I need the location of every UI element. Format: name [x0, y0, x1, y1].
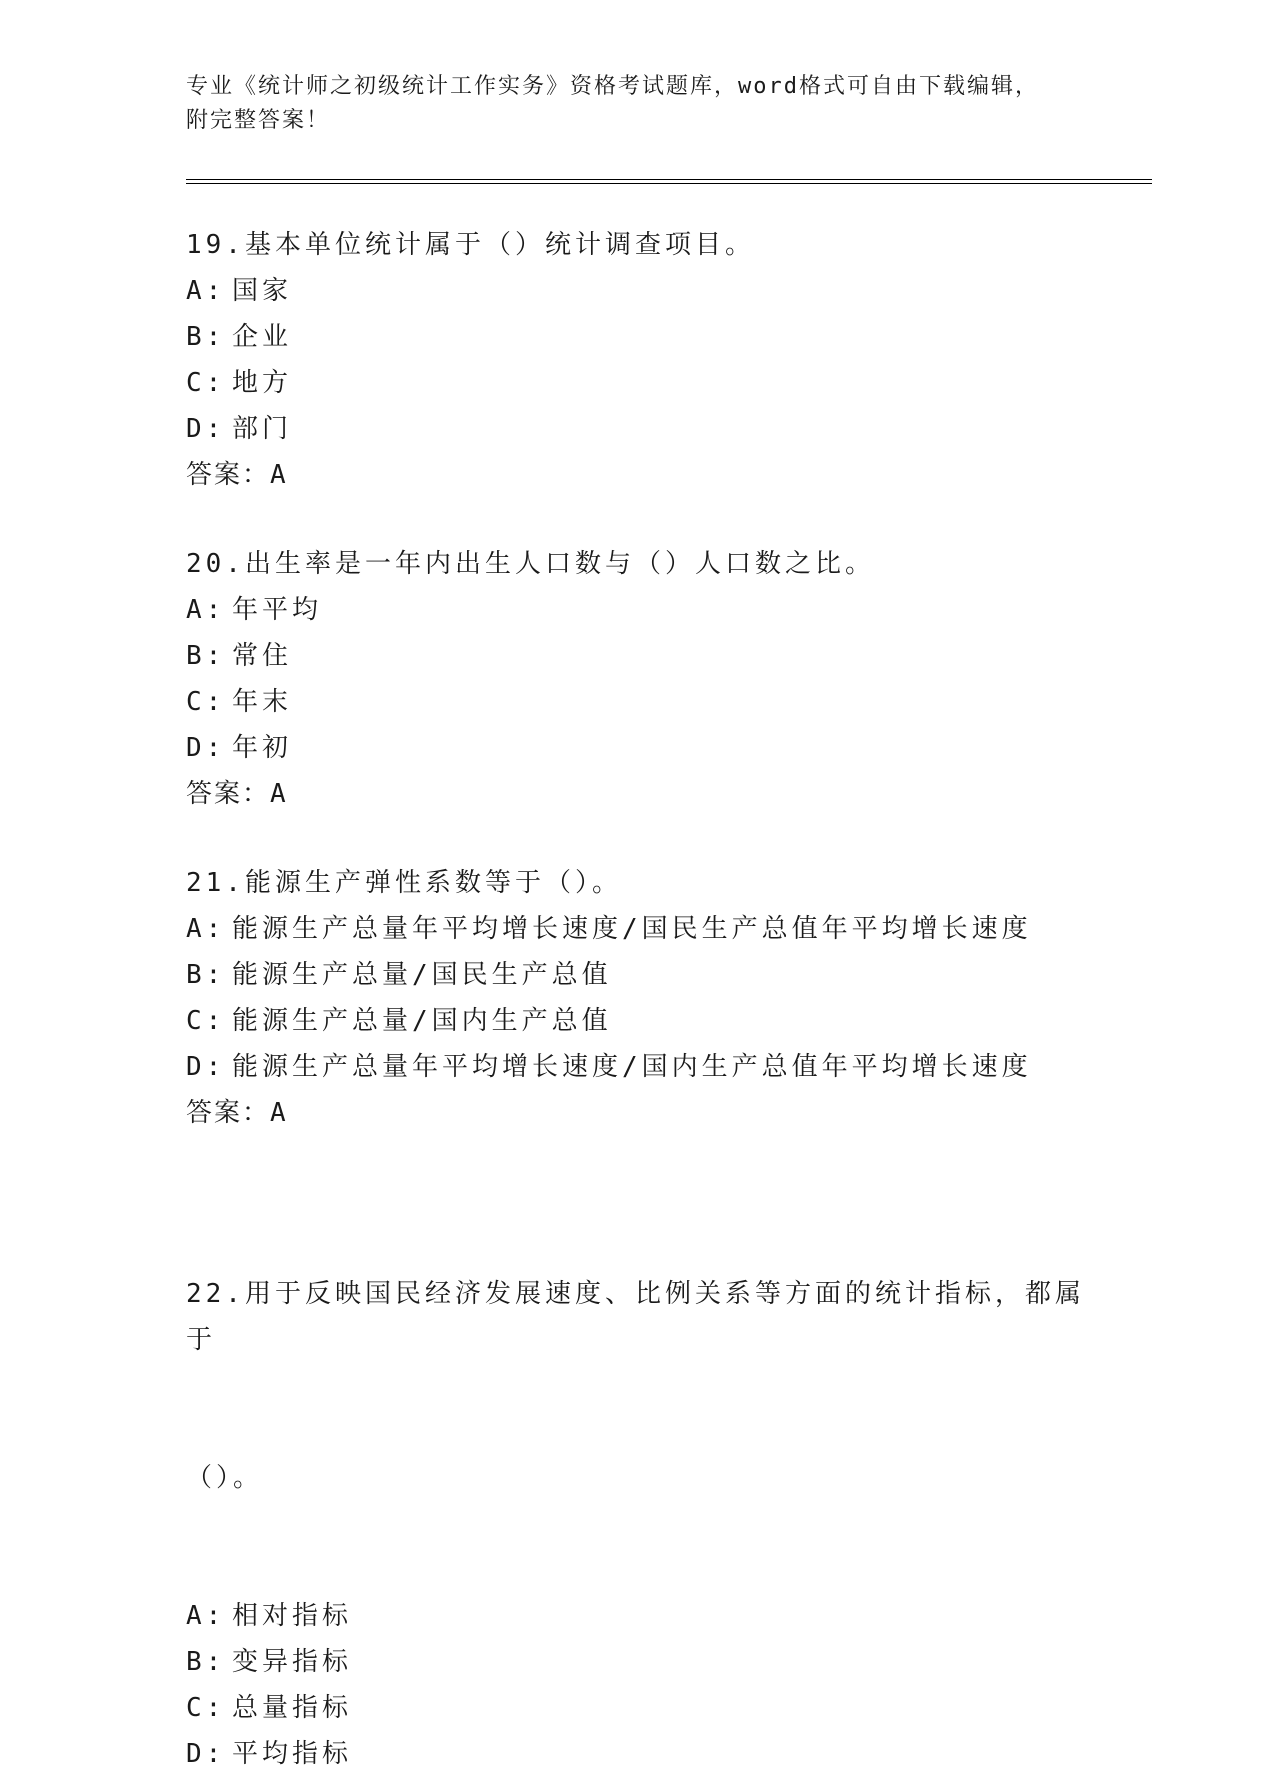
question-22 [186, 1179, 1086, 1777]
option-letter: A: [186, 914, 226, 944]
question-21 [186, 860, 1086, 1136]
option-text: 年初 [232, 733, 293, 763]
question-stem: 19.基本单位统计属于（）统计调查项目。 [186, 230, 755, 260]
option-text: 企业 [232, 322, 293, 352]
option-letter: A: [186, 1601, 226, 1631]
option-text: 能源生产总量/国民生产总值 [232, 960, 612, 990]
option-c [186, 998, 1086, 1044]
question-stem: 20.出生率是一年内出生人口数与（）人口数之比。 [186, 549, 875, 579]
header-line-1: 专业《统计师之初级统计工作实务》资格考试题库，word格式可自由下载编辑， [186, 74, 1039, 99]
option-d [186, 725, 1086, 771]
option-d [186, 1044, 1086, 1090]
option-letter: A: [186, 276, 226, 306]
answer-line [186, 771, 1086, 817]
option-c [186, 360, 1086, 406]
header-divider-top [186, 179, 1152, 180]
option-b [186, 633, 1086, 679]
question-stem [186, 1179, 1086, 1593]
question-20 [186, 541, 1086, 817]
option-b [186, 952, 1086, 998]
option-a [186, 906, 1086, 952]
answer-line [186, 452, 1086, 498]
option-text: 平均指标 [232, 1739, 353, 1769]
option-letter: C: [186, 1006, 226, 1036]
option-letter: D: [186, 1052, 226, 1082]
question-19 [186, 222, 1086, 498]
option-letter: B: [186, 322, 226, 352]
option-text: 地方 [232, 368, 293, 398]
option-letter: C: [186, 687, 226, 717]
answer-label: 答案： [186, 460, 271, 490]
question-stem-line-2: （）。 [186, 1463, 264, 1493]
option-letter: B: [186, 960, 226, 990]
option-text: 常住 [232, 641, 293, 671]
option-a [186, 268, 1086, 314]
option-text: 年平均 [232, 595, 323, 625]
option-letter: B: [186, 1647, 226, 1677]
option-text: 能源生产总量年平均增长速度/国民生产总值年平均增长速度 [232, 914, 1032, 944]
answer-value: A [270, 779, 288, 809]
option-letter: D: [186, 1739, 226, 1769]
option-letter: D: [186, 414, 226, 444]
option-text: 相对指标 [232, 1601, 353, 1631]
option-c [186, 679, 1086, 725]
option-letter: D: [186, 733, 226, 763]
option-text: 能源生产总量年平均增长速度/国内生产总值年平均增长速度 [232, 1052, 1032, 1082]
option-text: 部门 [232, 414, 293, 444]
option-letter: B: [186, 641, 226, 671]
answer-value: A [270, 1098, 288, 1128]
option-text: 能源生产总量/国内生产总值 [232, 1006, 612, 1036]
option-d [186, 1731, 1086, 1777]
option-c [186, 1685, 1086, 1731]
option-a [186, 587, 1086, 633]
header-divider-bottom [186, 183, 1152, 184]
option-letter: A: [186, 595, 226, 625]
document-header [186, 70, 1086, 138]
option-text: 总量指标 [232, 1693, 353, 1723]
answer-label: 答案： [186, 1098, 271, 1128]
answer-value: A [270, 460, 288, 490]
option-text: 变异指标 [232, 1647, 353, 1677]
option-letter: C: [186, 368, 226, 398]
option-text: 国家 [232, 276, 293, 306]
option-b [186, 314, 1086, 360]
option-a [186, 1593, 1086, 1639]
header-line-2: 附完整答案！ [186, 108, 331, 133]
option-text: 年末 [232, 687, 293, 717]
question-stem: 21.能源生产弹性系数等于（）。 [186, 868, 622, 898]
answer-label: 答案： [186, 779, 271, 809]
answer-line [186, 1090, 1086, 1136]
option-b [186, 1639, 1086, 1685]
question-stem-line-1: 22.用于反映国民经济发展速度、比例关系等方面的统计指标，都属于 [186, 1279, 1085, 1355]
option-letter: C: [186, 1693, 226, 1723]
option-d [186, 406, 1086, 452]
